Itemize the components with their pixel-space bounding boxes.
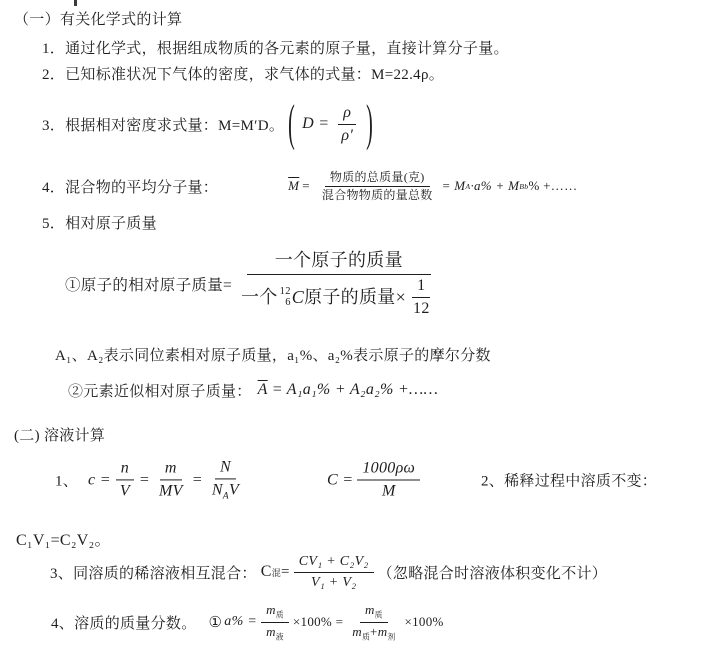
carbon-symbol: C (291, 287, 305, 307)
solution-subscript: 液 (275, 632, 284, 642)
mass-fraction-1 (261, 602, 289, 642)
fraction-numerator (360, 602, 388, 622)
relative-atomic-mass-fraction (236, 249, 442, 319)
n-over-v (115, 458, 135, 501)
fraction-denominator (347, 623, 400, 642)
equals-sign: = (302, 178, 310, 193)
sec1-item4 (42, 166, 577, 206)
item2-dilution-label: 2、稀释过程中溶质不变： (481, 473, 658, 490)
mb-term: ·a% + M (470, 178, 520, 193)
fraction-denominator: V₁ + V₂ (310, 574, 357, 590)
fraction-denominator: 混合物物质的量总数 (321, 187, 433, 202)
fraction-numerator: ρ (338, 103, 356, 125)
times-100: ×100% (404, 614, 444, 629)
den-prefix: 一个 (241, 287, 278, 307)
atomic-number: 6 (285, 297, 291, 309)
a-bar-expansion: = A₁a₁% + A₂a₂% +…… (271, 381, 439, 398)
molarity-formula (88, 457, 248, 502)
c-mix: C (260, 563, 272, 580)
m-bar: $\overline{M}$ (288, 178, 300, 193)
times-100-equals: ×100% = (292, 614, 344, 629)
item1-number: 1、 (55, 473, 79, 490)
sec1-circled1 (65, 247, 446, 321)
circled1-label: ①原子的相对原子质量= (65, 277, 233, 294)
fraction-denominator: MV (159, 482, 183, 500)
solute-subscript: 质 (275, 610, 284, 620)
sec1-item3 (42, 96, 377, 152)
m-symbol: m (266, 602, 276, 618)
fraction-numerator: n (116, 458, 134, 480)
equals-sign: = (281, 563, 290, 580)
m-symbol: m (352, 623, 362, 639)
n-over-nav (207, 457, 244, 502)
equals-sign: = (138, 470, 150, 488)
concentration-formula (327, 459, 424, 502)
rho-omega-over-m (357, 459, 420, 502)
mass-number: 12 (279, 286, 291, 298)
sec1-item5: 5．相对原子质量 (42, 216, 157, 232)
fraction-numerator: 物质的总质量(克) (325, 170, 430, 187)
sec2-item3 (50, 553, 607, 591)
sec1-item4-label: 4．混合物的平均分子量： (42, 179, 219, 196)
fraction-numerator: 1000ρω (357, 459, 420, 481)
m-symbol: m (377, 623, 388, 639)
sec2-item4 (51, 600, 444, 644)
fraction-denominator: 12 (413, 299, 430, 317)
subscript-a: A (222, 490, 229, 502)
m-over-mv (154, 458, 188, 501)
a-percent: a% = (224, 614, 258, 629)
sec1-item3-label: 3．根据相对密度求式量：M=M′D。 (42, 117, 285, 134)
mass-over-moles-fraction (317, 170, 438, 203)
subscript-a: A (465, 181, 471, 191)
fraction-denominator (207, 479, 244, 502)
right-paren: ) (366, 95, 374, 153)
volume-v: V (228, 481, 240, 499)
item4-label: 4、溶质的质量分数。 (51, 615, 197, 632)
fraction-denominator (236, 275, 442, 319)
density-ratio-fraction (336, 103, 358, 146)
left-paren: ( (288, 95, 296, 153)
isotope-note: A₁、A₂表示同位素相对原子质量，a₁%、a₂%表示原子的摩尔分数 (55, 348, 491, 364)
circled1-mark: ① (208, 614, 223, 631)
mixing-fraction (294, 553, 374, 591)
m-symbol: m (266, 623, 276, 639)
fraction-denominator: M (381, 482, 396, 500)
fraction-numerator: 1 (412, 276, 430, 298)
den-suffix: 原子的质量× (304, 287, 407, 307)
solute-subscript: 质 (361, 632, 371, 642)
mix-subscript: 混 (271, 567, 281, 578)
sec1-circled2 (68, 376, 438, 404)
c1v1-equation: C₁V₁=C₂V₂。 (16, 532, 111, 549)
volume-note: （忽略混合时溶液体积变化不计） (377, 565, 608, 582)
fraction-denominator: ρ′ (341, 126, 354, 144)
avg-molecular-mass-formula (288, 170, 577, 203)
c-equals: C = (327, 471, 354, 488)
sec1-item3-lhs: D = (302, 115, 330, 132)
a-bar: $\overline{A}$ (257, 381, 268, 398)
fraction-numerator (261, 602, 289, 622)
subscript-bb: Bb (519, 181, 529, 191)
one-twelfth-fraction (408, 276, 435, 319)
cropped-line-artifact (74, 0, 77, 6)
section1-heading: （一）有关化学式的计算 (14, 12, 183, 28)
mass-fraction-2 (347, 602, 400, 642)
carbon12-prescripts (280, 286, 291, 308)
plus-sign: + (370, 623, 378, 639)
m-symbol: m (364, 602, 375, 618)
sec2-item1 (0, 455, 703, 505)
fraction-numerator: 一个原子的质量 (247, 249, 431, 275)
solute-subscript: 质 (374, 610, 383, 620)
circled2-label: ②元素近似相对原子质量： (68, 383, 252, 400)
avogadro-n: N (211, 481, 223, 499)
solvent-subscript: 剂 (387, 632, 396, 642)
equals-sign: = (191, 470, 203, 488)
sec1-item1: 1．通过化学式，根据组成物质的各元素的原子量，直接计算分子量。 (42, 41, 509, 57)
fraction-numerator: N (215, 457, 236, 479)
c-equals: c = (88, 470, 111, 488)
fraction-numerator: CV₁ + C₂V₂ (294, 553, 374, 573)
fraction-denominator: V (119, 482, 130, 500)
ma-term: = M (441, 178, 466, 193)
fraction-denominator (261, 623, 289, 642)
formula-tail: % +…… (528, 178, 578, 193)
section2-heading: (二) 溶液计算 (14, 428, 106, 444)
fraction-numerator: m (160, 458, 182, 480)
item3-label: 3、同溶质的稀溶液相互混合： (50, 565, 257, 582)
sec1-item2: 2．已知标准状况下气体的密度，求气体的式量：M=22.4ρ。 (42, 67, 445, 83)
